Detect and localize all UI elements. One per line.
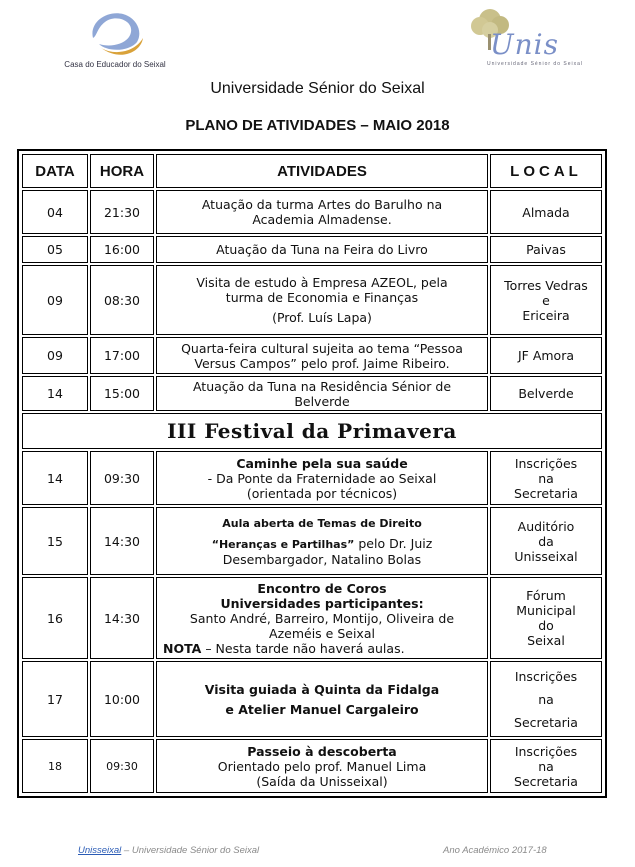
- page-title: Universidade Sénior do Seixal: [210, 80, 425, 97]
- activity-bold-inline: “Heranças e Partilhas”: [211, 537, 355, 551]
- activity-line: Azeméis e Seixal: [269, 625, 375, 641]
- table-row: [22, 451, 602, 505]
- row-time: 14:30: [90, 577, 154, 659]
- row-location: [490, 661, 602, 737]
- row-time: 09:30: [90, 739, 154, 793]
- row-activity: [156, 190, 488, 234]
- activity-line: Academia Almadense.: [252, 212, 392, 227]
- header-hora: HORA: [90, 154, 154, 188]
- activity-line: Quarta-feira cultural sujeita ao tema “Pessoa: [181, 340, 463, 356]
- activity-bold-line: Passeio à descoberta: [247, 743, 397, 759]
- row-location: Almada: [490, 190, 602, 234]
- row-activity: [156, 265, 488, 335]
- activity-bold-line: Caminhe pela sua saúde: [236, 455, 408, 471]
- activity-bold-line: Visita guiada à Quinta da Fidalga: [204, 681, 440, 697]
- row-activity: [156, 337, 488, 374]
- location-line: na: [538, 470, 554, 486]
- table-row: [22, 376, 602, 411]
- row-date: 18: [22, 739, 88, 793]
- activity-line: (Prof. Luís Lapa): [272, 310, 372, 325]
- row-date: 15: [22, 507, 88, 575]
- activity-inline: pelo Dr. Juiz: [358, 535, 433, 551]
- activity-line: - Da Ponte da Fraternidade ao Seixal: [207, 470, 437, 486]
- footer-left-text: – Universidade Sénior do Seixal: [121, 845, 260, 856]
- location-line: Unisseixal: [514, 548, 578, 564]
- row-date: 09: [22, 265, 88, 335]
- location-line: Inscrições: [514, 668, 578, 684]
- row-activity: [156, 739, 488, 793]
- festival-title: III Festival da Primavera: [22, 413, 602, 449]
- row-location: [490, 507, 602, 575]
- table-row: [22, 507, 602, 575]
- nota-text: – Nesta tarde não haverá aulas.: [205, 640, 405, 656]
- location-line: Municipal: [516, 603, 576, 618]
- row-date: 05: [22, 236, 88, 263]
- header-atividades: ATIVIDADES: [156, 154, 488, 188]
- location-line: na: [538, 691, 554, 707]
- location-line: do: [538, 618, 554, 633]
- activity-line: Atuação da Tuna na Residência Sénior de: [192, 378, 452, 394]
- location-line: Inscrições: [514, 455, 578, 471]
- location-line: Secretaria: [514, 714, 578, 730]
- location-line: na: [538, 758, 554, 774]
- table-row: [22, 337, 602, 374]
- location-line: Fórum: [526, 588, 566, 603]
- activity-line: Visita de estudo à Empresa AZEOL, pela: [196, 275, 448, 290]
- row-time: 09:30: [90, 451, 154, 505]
- row-date: 16: [22, 577, 88, 659]
- activity-bold-line: e Atelier Manuel Cargaleiro: [225, 701, 419, 717]
- casa-educador-logo: [50, 8, 180, 76]
- row-activity: [156, 507, 488, 575]
- activity-line: Atuação da turma Artes do Barulho na: [201, 197, 443, 212]
- row-date: 14: [22, 451, 88, 505]
- activity-line: Versus Campos” pelo prof. Jaime Ribeiro.: [194, 355, 450, 371]
- location-line: Auditório: [517, 518, 575, 534]
- activity-line: Santo André, Barreiro, Montijo, Oliveira de: [189, 610, 455, 626]
- activity-bold-line: Aula aberta de Temas de Direito: [222, 516, 422, 530]
- location-line: Ericeira: [522, 307, 570, 323]
- unis-logo: [460, 6, 600, 70]
- footer-link[interactable]: Unisseixal: [78, 845, 122, 856]
- festival-row: [22, 413, 602, 449]
- row-activity: Atuação da Tuna na Feira do Livro: [156, 236, 488, 263]
- row-time: 15:00: [90, 376, 154, 411]
- right-logo-word: Unis: [490, 28, 559, 61]
- footer-left: [78, 845, 259, 856]
- location-line: da: [538, 533, 554, 549]
- header-local: LOCAL: [490, 154, 602, 188]
- header-data: DATA: [22, 154, 88, 188]
- activity-line: (orientada por técnicos): [246, 485, 398, 501]
- row-location: [490, 739, 602, 793]
- footer-right: Ano Académico 2017-18: [443, 845, 547, 856]
- location-line: Secretaria: [514, 485, 578, 501]
- plan-title: PLANO DE ATIVIDADES – MAIO 2018: [185, 117, 450, 134]
- activity-line: (Saída da Unisseixal): [256, 773, 388, 789]
- row-time: 08:30: [90, 265, 154, 335]
- row-date: 09: [22, 337, 88, 374]
- row-location: [490, 451, 602, 505]
- table-row: [22, 739, 602, 793]
- location-line: Inscrições: [514, 743, 578, 759]
- row-time: 10:00: [90, 661, 154, 737]
- row-location: [490, 577, 602, 659]
- table-header-row: [22, 154, 602, 188]
- table-row: [22, 661, 602, 737]
- activity-line: turma de Economia e Finanças: [225, 290, 419, 305]
- row-activity: [156, 376, 488, 411]
- row-time: 14:30: [90, 507, 154, 575]
- row-location: Belverde: [490, 376, 602, 411]
- location-line: Torres Vedras: [504, 277, 588, 293]
- row-time: 16:00: [90, 236, 154, 263]
- row-time: 21:30: [90, 190, 154, 234]
- location-line: e: [542, 292, 550, 308]
- table-row: [22, 236, 602, 263]
- table-row: [22, 190, 602, 234]
- row-date: 04: [22, 190, 88, 234]
- row-location: Paivas: [490, 236, 602, 263]
- logo-swoosh-icon: [85, 8, 147, 60]
- location-line: Seixal: [527, 633, 565, 648]
- activity-line: Desembargador, Natalino Bolas: [222, 551, 422, 567]
- location-line: Secretaria: [514, 773, 578, 789]
- row-time: 17:00: [90, 337, 154, 374]
- row-activity: [156, 451, 488, 505]
- row-activity: [156, 577, 488, 659]
- activity-line: Belverde: [294, 393, 350, 409]
- activity-line: Orientado pelo prof. Manuel Lima: [217, 758, 427, 774]
- table-row: [22, 265, 602, 335]
- activity-bold-line: Encontro de Coros: [257, 580, 387, 596]
- row-location: JF Amora: [490, 337, 602, 374]
- row-location: [490, 265, 602, 335]
- row-activity: [156, 661, 488, 737]
- right-logo-subtitle: Universidade Sénior do Seixal: [487, 61, 583, 67]
- row-date: 14: [22, 376, 88, 411]
- nota-label: NOTA: [163, 640, 202, 656]
- left-logo-caption: Casa do Educador do Seixal: [64, 60, 166, 69]
- activities-table: [17, 149, 607, 798]
- row-date: 17: [22, 661, 88, 737]
- activity-bold-line: Universidades participantes:: [220, 595, 424, 611]
- table-row: [22, 577, 602, 659]
